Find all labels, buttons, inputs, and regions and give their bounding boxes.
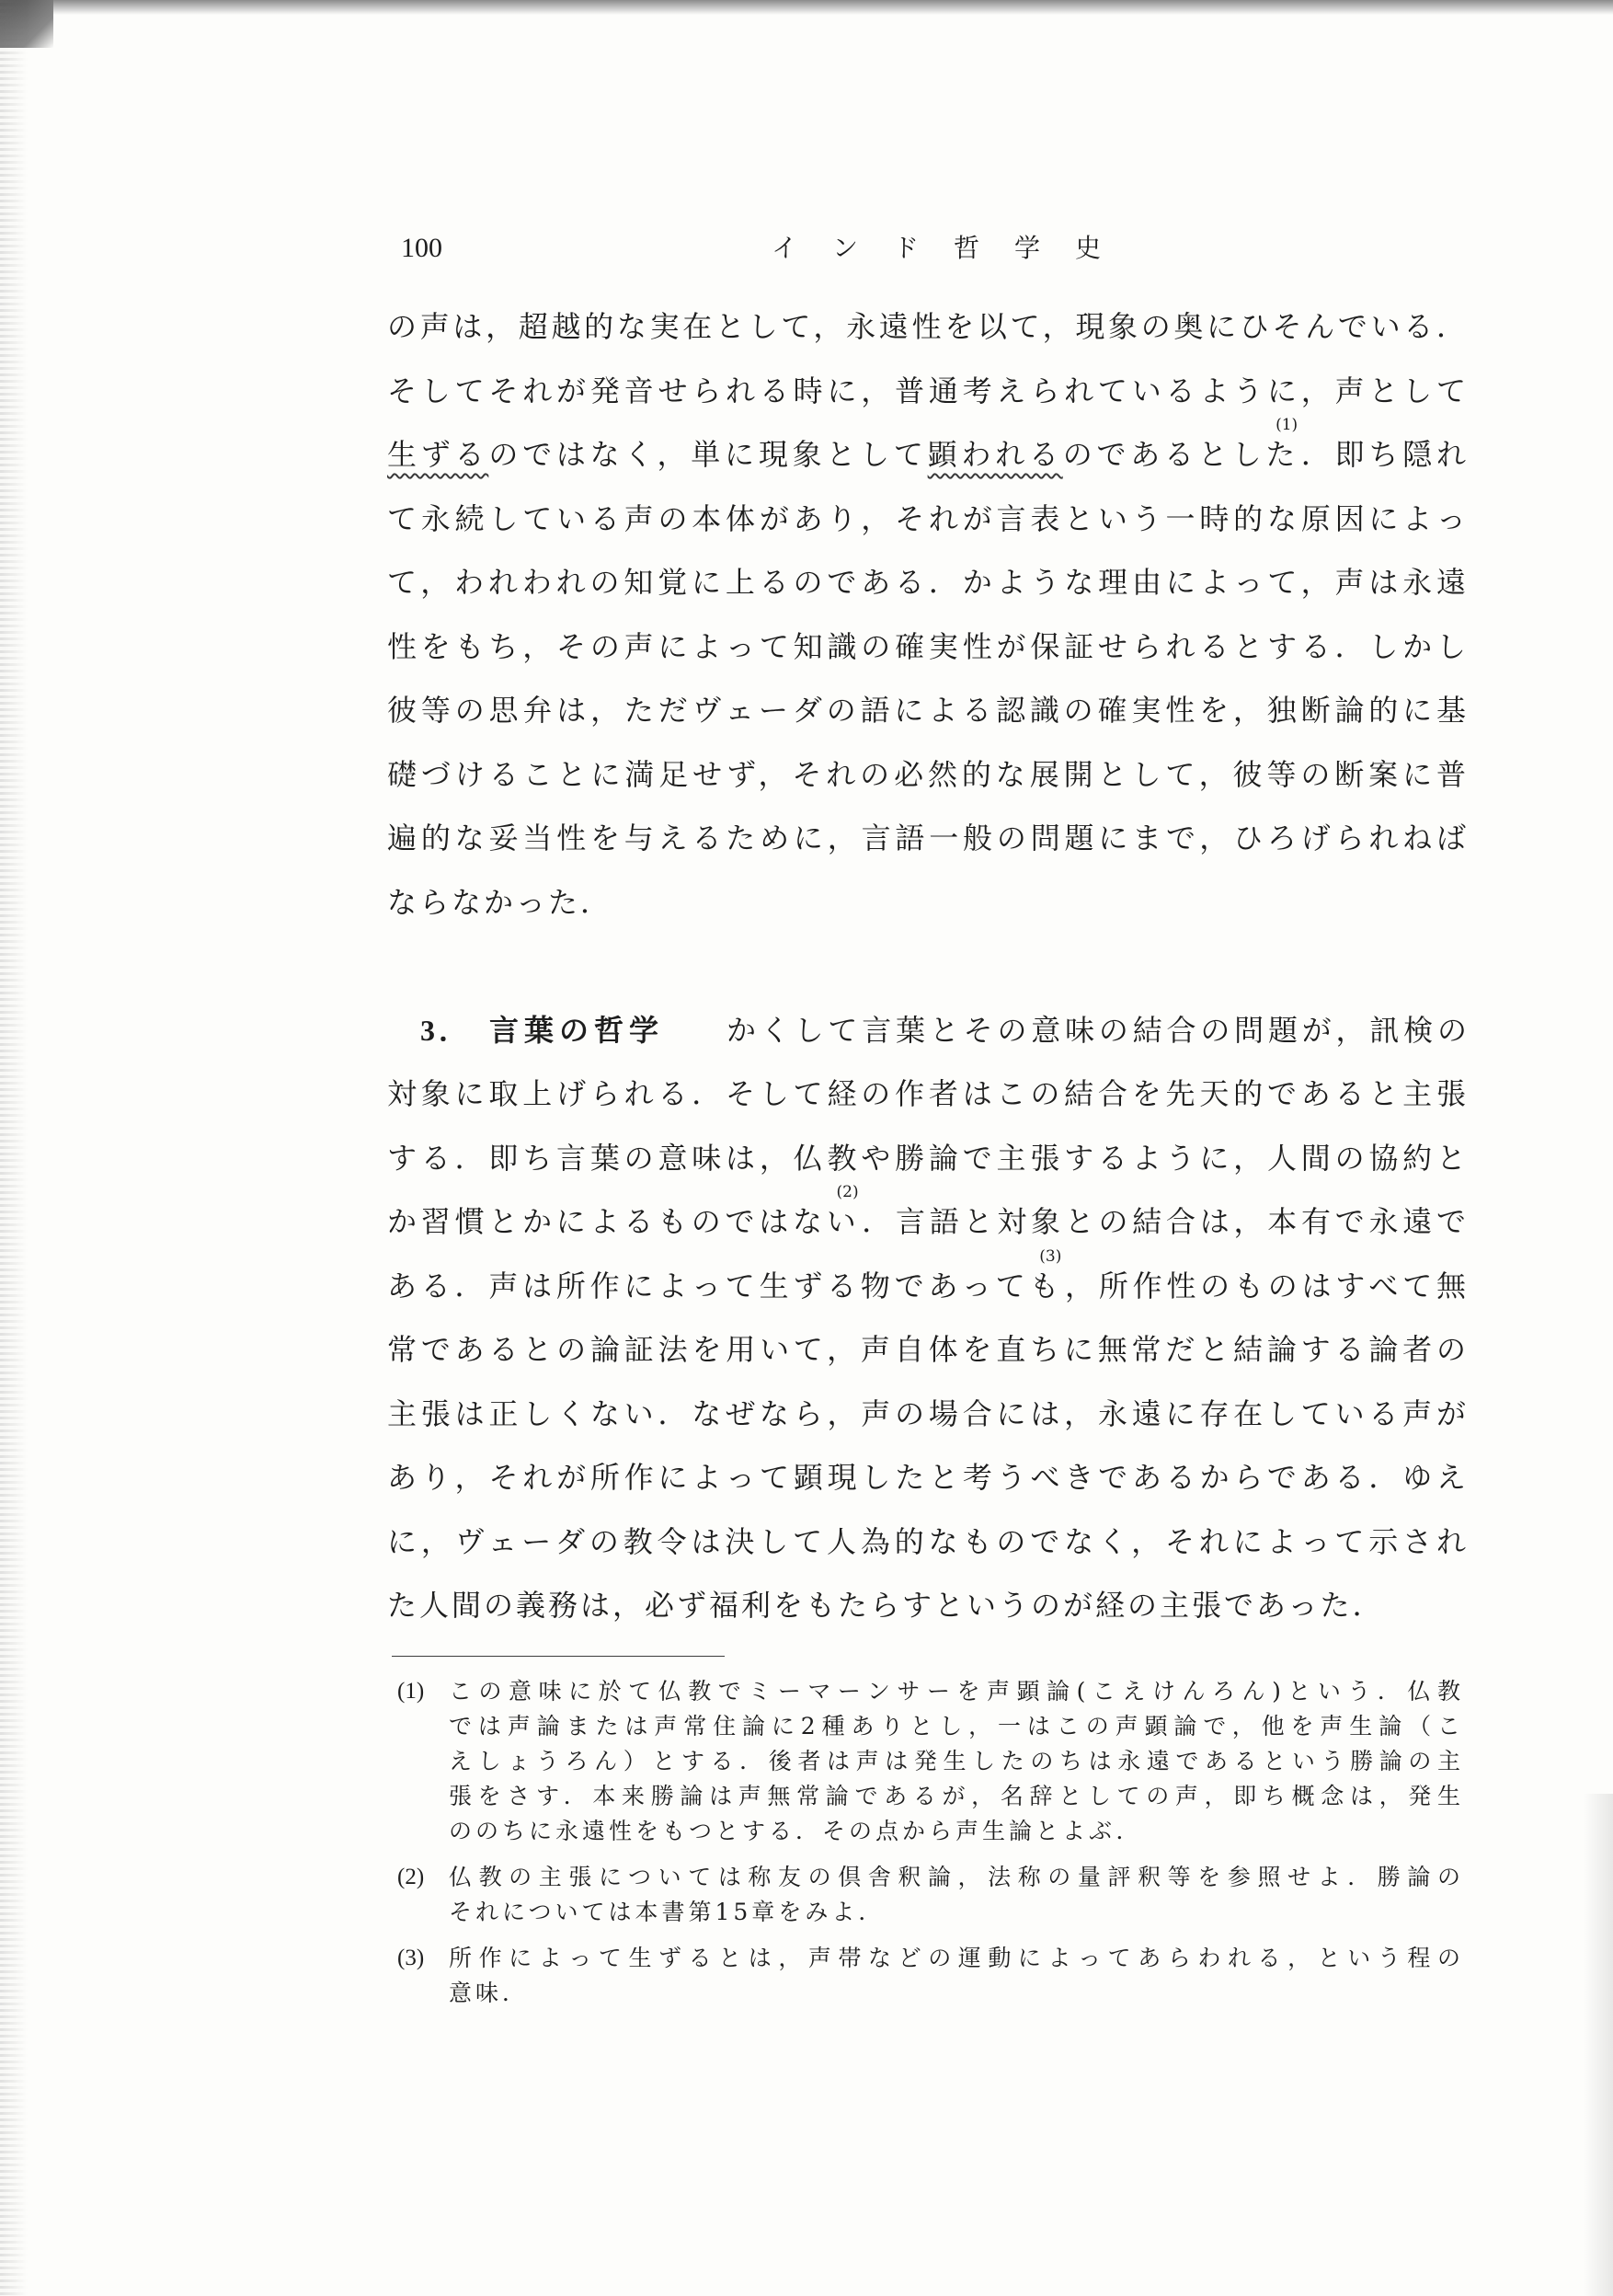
paragraph-gap [387, 935, 1469, 999]
section-title: 言葉の哲学 [489, 1012, 665, 1048]
body-text-segment: ．即ち隠れ [1299, 437, 1469, 472]
body-line: する．即ち言葉の意味は，仏教や勝論で主張するように，人間の協約と [387, 1140, 1469, 1176]
body-line [387, 1246, 1469, 1319]
body-text-segment: ある．声は所作によって生ずる物であっても [387, 1268, 1064, 1303]
footnote-line: この意味に於て仏教でミーマーンサーを声顕論(こえけんろん)という．仏教 [449, 1678, 1464, 1705]
body-line: かくして言葉とその意味の結合の問題が，訊検の [726, 1012, 1470, 1048]
section-number: 3． [420, 1013, 473, 1047]
body-line [387, 1183, 1469, 1255]
body-line: ならなかった． [387, 884, 613, 920]
footnote-line: 張をさす．本来勝論は声無常論であるが，名辞としての声，即ち概念は，発生 [449, 1783, 1464, 1809]
footnote-line: えしょうろん）とする．後者は声は発生したのちは永遠であるという勝論の主 [449, 1748, 1464, 1774]
body-line: て永続している声の本体があり，それが言表という一時的な原因によっ [387, 500, 1469, 536]
body-text-segment: のであるとした [1062, 437, 1300, 472]
footnote-reference-label: (1) [1276, 416, 1298, 434]
body-line: 性をもち，その声によって知識の確実性が保証せられるとする．しかし [387, 628, 1469, 664]
body-line: あり，それが所作によって顕現したと考うべきであるからである．ゆえ [387, 1460, 1469, 1495]
footnote-reference-label: (2) [836, 1183, 859, 1201]
body-line: の声は，超越的な実在として，永遠性を以て，現象の奥にひそんでいる． [387, 309, 1469, 344]
footnote-line: ののちに永遠性をもつとする．その点から声生論とよぶ． [449, 1818, 1143, 1844]
scan-edge-left [0, 0, 28, 2296]
page-number: 100 [401, 233, 442, 263]
footnote-marker: (1) [397, 1679, 425, 1704]
body-line: た人間の義務は，必ず福利をもたらすというのが経の主張であった． [387, 1588, 1385, 1623]
body-text [387, 295, 1469, 1638]
scan-edge-top [0, 0, 1613, 15]
footnote-reference-label: (3) [1039, 1246, 1062, 1266]
body-line: 遍的な妥当性を与えるために，言語一般の問題にまで，ひろげられねば [387, 821, 1469, 855]
footnote-1 [397, 1674, 1464, 1849]
footnote-marker: (3) [397, 1946, 425, 1970]
footnotes [397, 1674, 1464, 2011]
body-line [387, 416, 1469, 488]
footnote-line: 意味． [449, 1980, 530, 2006]
body-line: 礎づけることに満足せず，それの必然的な展開として，彼等の断案に普 [387, 756, 1469, 792]
body-line: 主張は正しくない．なぜなら，声の場合には，永遠に存在している声が [387, 1395, 1469, 1431]
wavy-underlined-term: 生ずる [387, 437, 489, 472]
footnote-marker: (2) [397, 1865, 425, 1889]
wavy-underlined-term: 顕われる [927, 437, 1063, 472]
footnote-line: それについては本書第15章をみよ． [449, 1899, 886, 1925]
body-text-segment: のではなく，単に現象として [488, 437, 928, 472]
section-heading-line [387, 999, 1469, 1063]
body-line: て，われわれの知覚に上るのである．かような理由によって，声は永遠 [387, 565, 1469, 600]
footnote-line: では声論または声常住論に2種ありとし，一はこの声顕論で，他を声生論（こ [449, 1713, 1464, 1739]
body-line: 常であるとの論証法を用いて，声自体を直ちに無常だと結論する論者の [387, 1332, 1469, 1367]
body-line: 対象に取上げられる．そして経の作者はこの結合を先天的であると主張 [387, 1076, 1469, 1111]
footnote-3 [397, 1941, 1464, 2011]
body-line: に，ヴェーダの教令は決して人為的なものでなく，それによって示され [387, 1523, 1469, 1559]
footnote-2 [397, 1860, 1464, 1930]
body-line: 彼等の思弁は，ただヴェーダの語による認識の確実性を，独断論的に基 [387, 693, 1469, 728]
footnote-separator [392, 1656, 725, 1657]
body-line: そしてそれが発音せられる時に，普通考えられているように，声として [387, 373, 1469, 408]
body-text-segment: ，所作性のものはすべて無 [1063, 1268, 1469, 1303]
scan-edge-right [1584, 1794, 1613, 2296]
body-text-segment: か習慣とかによるものではない [387, 1204, 861, 1239]
body-text-segment: ．言語と対象との結合は，本有で永遠で [860, 1204, 1469, 1239]
footnote-line: 仏教の主張については称友の倶舎釈論，法称の量評釈等を参照せよ．勝論の [449, 1864, 1464, 1890]
footnote-line: 所作によって生ずるとは，声帯などの運動によってあらわれる，という程の [449, 1945, 1464, 1971]
running-title: インド哲学史 [772, 233, 1137, 263]
